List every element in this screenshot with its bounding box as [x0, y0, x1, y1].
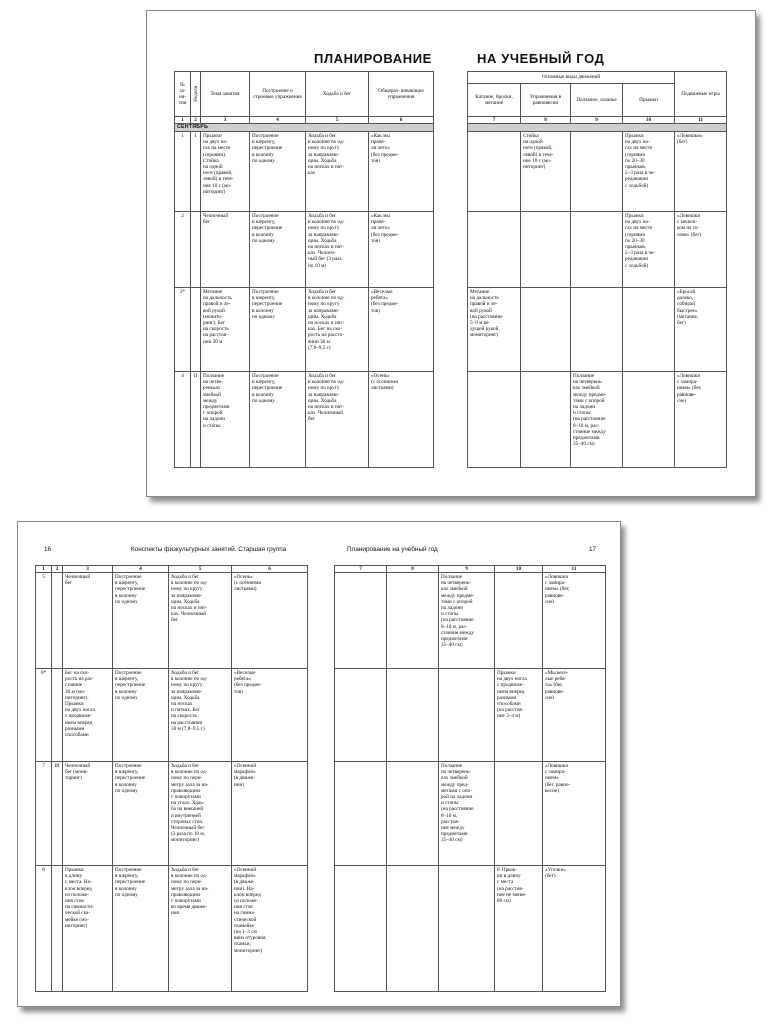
week-number-cell	[191, 212, 201, 288]
general-exercises-cell	[369, 212, 434, 288]
header-outdoor-games: Подвижные игры	[675, 72, 727, 117]
general-exercises-cell	[232, 669, 308, 762]
formation-exercises-text: Построение в шеренгу, перестроение в колонну по одному	[115, 763, 146, 794]
balance-exercises-cell	[387, 866, 439, 992]
header-walking-running: Ходьба и бег	[306, 72, 369, 117]
header-topic: Тема занятия	[201, 72, 250, 117]
general-exercises-cell	[232, 866, 308, 992]
walking-running-text: Ходьба и бег в колонне по од- ному по пери- метру зала за на- правляющим с поворотами на углах. Ходь- ба на внешней и внутренней сторонах стоп. Челночный бег (3 раза по 10 м, мониторинг)	[171, 763, 209, 844]
page-number-left: 16	[44, 546, 52, 553]
jumping-cell	[495, 669, 543, 762]
jumping-cell	[623, 372, 675, 468]
crawling-climbing-cell	[571, 288, 623, 372]
page-title-left: ПЛАНИРОВАНИЕ	[314, 51, 432, 66]
col-number: 11	[675, 117, 727, 124]
col-number: 5	[169, 566, 232, 573]
general-exercises-text: «Осень» (с осенними листьями)	[371, 373, 399, 392]
header-week-label: Неделя	[193, 86, 199, 102]
rolling-throwing-cell	[468, 372, 521, 468]
jumping-text: Прыжки на двух но- гах на месте (сериями по 20–30 прыжков, 2–3 раза в че- редовании с ходьбой)	[625, 213, 656, 269]
lesson-number-cell	[175, 132, 191, 212]
lesson-number-text: 1	[181, 133, 184, 139]
header-crawling: Ползание, лазанье	[571, 84, 623, 117]
lesson-topic-text: Бег на ско- рость на рас- стояние 30 м (мо- ниторинг). Прыжки на двух ногах с продвиже- нием вперед разными способами	[65, 670, 96, 739]
outdoor-game-text: «Мы весе- лые ребя- та» (бег, равнове- сие)	[545, 670, 569, 701]
lesson-number-cell	[36, 573, 52, 669]
formation-exercises-cell	[250, 132, 306, 212]
lesson-topic-text: Челночный бег (мони- торинг)	[65, 763, 91, 782]
running-title-left: Конспекты физкультурных занятий. Старшая группа	[131, 546, 287, 553]
outdoor-game-text: «Уголки» (бег)	[545, 867, 566, 880]
lesson-number-text: 5	[42, 574, 45, 580]
col-number: 1	[175, 117, 191, 124]
outdoor-game-text: «Ловишки с мешоч- ком на го- лове» (бег)	[677, 213, 702, 238]
balance-exercises-cell	[387, 762, 439, 866]
outdoor-game-cell	[675, 212, 727, 288]
col-number: 3	[201, 117, 250, 124]
crawling-climbing-cell	[571, 372, 623, 468]
rolling-throwing-cell	[335, 669, 387, 762]
col-number: 8	[387, 566, 439, 573]
crawling-climbing-cell	[439, 573, 495, 669]
table-row	[335, 669, 606, 762]
formation-exercises-cell	[250, 372, 306, 468]
rolling-throwing-cell	[335, 573, 387, 669]
balance-exercises-text: Стойка на одной ноге (правой, левой) в тече- ние 10 с (мо- ниторинг)	[523, 133, 554, 171]
plan-table-left	[174, 71, 434, 468]
table-row	[468, 288, 727, 372]
general-exercises-text: «Веселые ребята» (без предме- тов)	[234, 670, 262, 695]
lesson-number-cell	[36, 866, 52, 992]
jumping-cell	[623, 212, 675, 288]
week-number-text: III	[54, 763, 60, 769]
formation-exercises-text: Построение в шеренгу, перестроение в колонну по одному	[252, 289, 283, 320]
walking-running-cell	[169, 573, 232, 669]
col-number: 4	[250, 117, 306, 124]
running-title-right: Планирование на учебный год	[347, 546, 438, 553]
general-exercises-cell	[232, 762, 308, 866]
header-balance: Упражнения в равновесии	[521, 84, 571, 117]
walking-running-cell	[306, 132, 369, 212]
balance-exercises-cell	[521, 132, 571, 212]
week-number-cell	[52, 669, 63, 762]
lesson-topic-cell	[63, 762, 113, 866]
header-main-movements: Основные виды движений	[468, 72, 675, 84]
formation-exercises-cell	[113, 573, 169, 669]
rolling-throwing-cell	[468, 288, 521, 372]
month-label: СЕНТЯБРЬ	[175, 124, 434, 132]
lesson-topic-text: Метание на дальность правой и ле- вой рукой (монито- ринг). Бег на скорость на расстоя- нии 30 м	[203, 289, 232, 345]
formation-exercises-cell	[113, 762, 169, 866]
lesson-number-cell	[175, 372, 191, 468]
table-row	[468, 372, 727, 468]
formation-exercises-text: Построение в шеренгу, перестроение в колонну по одному	[252, 213, 283, 244]
plan-table-right	[467, 71, 727, 468]
general-exercises-text: «Как мы прове- ли лето» (без предме- тов)	[371, 133, 399, 164]
walking-running-text: Ходьба и бег в колонне по од- ному по кругу за направляю- щим. Ходьба на носках и пят- ках. Челночный бег	[308, 373, 345, 423]
crawling-climbing-cell	[439, 762, 495, 866]
crawling-climbing-text: Ползание на четверень- ках змейкой между пред- метами с опо- рой на ладони и стопы (на расстояние 8–10 м, расстоя- ние между предметами 35–40 см)	[441, 763, 474, 844]
lesson-topic-text: Прыжки в длину с места. На- клон вперед из положе- ния стоя на гимнасти- ческой ска- мейке (мо- ниторинг)	[65, 867, 94, 929]
week-number-cell	[52, 866, 63, 992]
rolling-throwing-cell	[335, 866, 387, 992]
rolling-throwing-cell	[335, 762, 387, 866]
jumping-text: Р. Прыж- ки в длину с места (на расстоя- ние не менее 80 см)	[497, 867, 526, 905]
balance-exercises-cell	[387, 573, 439, 669]
outdoor-game-cell	[543, 866, 606, 992]
walking-running-cell	[169, 866, 232, 992]
week-number-text: II	[193, 373, 198, 379]
formation-exercises-text: Построение в шеренгу, перестроение в колонну по одному	[115, 867, 146, 898]
walking-running-text: Ходьба и бег в колонне по од- ному по кругу за направляю- щим. Ходьба на носках и пятках. Бег на скорость на расстоянии 30 м (7,8–9,5 с)	[171, 670, 208, 732]
outdoor-game-text: «Ловишки с замира- нием» (бег, равновe- сие)	[677, 373, 702, 404]
lesson-topic-cell	[63, 866, 113, 992]
table-row	[36, 669, 308, 762]
outdoor-game-cell	[675, 372, 727, 468]
lesson-topic-text: Ползание на четве- реньках змейкой между предметами с опорой на ладони и стопы	[203, 373, 230, 429]
lesson-topic-cell	[201, 288, 250, 372]
walking-running-text: Ходьба и бег в колонне по од- ному по кругу за направляю- щим. Ходьба на носках и пят- ках	[308, 133, 345, 177]
general-exercises-text: «Осень» (с осенними листьями)	[234, 574, 262, 593]
general-exercises-text: «Осенний марафон» (в движе- нии)	[234, 763, 257, 788]
general-exercises-text: «Как мы прове- ли лето» (без предме- тов)	[371, 213, 399, 244]
table-row	[175, 212, 434, 288]
table-row	[36, 866, 308, 992]
table-row	[335, 866, 606, 992]
general-exercises-cell	[369, 132, 434, 212]
month-band	[468, 124, 727, 132]
header-lesson-number: № за- ня- тия	[175, 72, 191, 117]
col-number: 6	[369, 117, 434, 124]
col-number: 2	[191, 117, 201, 124]
planning-page-bottom	[17, 521, 621, 1007]
table-row	[335, 762, 606, 866]
formation-exercises-cell	[113, 866, 169, 992]
table-row	[36, 573, 308, 669]
outdoor-game-cell	[543, 669, 606, 762]
lesson-number-text: 8	[42, 867, 45, 873]
lesson-number-cell	[175, 288, 191, 372]
table-row	[175, 132, 434, 212]
table-row	[468, 132, 727, 212]
general-exercises-cell	[369, 372, 434, 468]
col-number: 8	[521, 117, 571, 124]
lesson-topic-text: Прыжки на двух но- гах на месте (сериями). Стойка на одной ноге (правой, левой) в тече- ние 10 с (мо- ниторинг)	[203, 133, 234, 195]
jumping-cell	[495, 866, 543, 992]
outdoor-game-text: «Бросай далеко, собирай быстрее» (метание, бег)	[677, 289, 699, 327]
jumping-cell	[623, 288, 675, 372]
week-number-cell	[191, 132, 201, 212]
general-exercises-text: «Веселые ребята» (без предме- тов)	[371, 289, 399, 314]
table-row	[175, 288, 434, 372]
walking-running-text: Ходьба и бег в колонне по од- ному по кругу за направляю- щим. Ходьба на носках и пят- ках. Челноч- ный бег (3 раза по 10 м)	[308, 213, 345, 269]
table-row	[36, 762, 308, 866]
header-week	[191, 72, 201, 117]
col-number: 9	[439, 566, 495, 573]
walking-running-text: Ходьба и бег в колонне по од- ному по кругу за направляю- щим. Ходьба на носках и пят- ках. Бег на ско- рость на рассто- янии 30 м (7,8–9,5 с)	[308, 289, 345, 351]
crawling-climbing-text: Ползание на четверень- ках змейкой между предме- тами с опорой на ладони и стопы (на расстояние 8–10 м, рас- стояние между предметами 35–40 см)	[573, 373, 607, 448]
general-exercises-cell	[232, 573, 308, 669]
col-number: 9	[571, 117, 623, 124]
col-number: 3	[63, 566, 113, 573]
walking-running-cell	[169, 762, 232, 866]
crawling-climbing-cell	[439, 866, 495, 992]
outdoor-game-cell	[675, 288, 727, 372]
outdoor-game-text: «Ловишки» (бег)	[677, 133, 703, 146]
page-number-right: 17	[589, 546, 597, 553]
formation-exercises-cell	[250, 288, 306, 372]
lesson-topic-cell	[63, 573, 113, 669]
rolling-throwing-text: Метание на дальность правой и ле- вой рукой (на расстояние 5–9 м ве- дущей рукой, мониторинг)	[470, 289, 503, 339]
formation-exercises-text: Построение в шеренгу, перестроение в колонну по одному	[252, 373, 283, 404]
week-number-cell	[52, 573, 63, 669]
walking-running-cell	[306, 372, 369, 468]
formation-exercises-text: Построение в шеренгу, перестроение в колонну по одному	[115, 574, 146, 605]
col-number: 10	[495, 566, 543, 573]
formation-exercises-cell	[250, 212, 306, 288]
col-number: 6	[232, 566, 308, 573]
jumping-cell	[623, 132, 675, 212]
jumping-cell	[495, 762, 543, 866]
lesson-topic-cell	[201, 372, 250, 468]
jumping-text: Прыжки на двух но- гах на месте (сериями по 20–30 прыжков, 2–3 раза в че- редовании с ходьбой)	[625, 133, 656, 189]
lesson-number-cell	[175, 212, 191, 288]
lesson-topic-cell	[201, 212, 250, 288]
week-number-text: I	[194, 133, 197, 139]
outdoor-game-text: «Ловишки с замира- нием» (бег, равно- весие)	[545, 763, 571, 794]
formation-exercises-text: Построение в шеренгу, перестроение в колонну по одному	[115, 670, 146, 701]
lesson-topic-text: Челночный бег	[65, 574, 91, 587]
general-exercises-cell	[369, 288, 434, 372]
lesson-number-text: 2	[181, 213, 184, 219]
balance-exercises-cell	[521, 372, 571, 468]
week-number-cell	[52, 762, 63, 866]
col-number: 7	[468, 117, 521, 124]
crawling-climbing-cell	[571, 212, 623, 288]
crawling-climbing-cell	[439, 669, 495, 762]
table-row	[468, 212, 727, 288]
header-jumping: Прыжки	[623, 84, 675, 117]
crawling-climbing-text: Ползание на четверень- ках змейкой между предме- тами с опорой на ладони и стопы (на расстояние 8–10 м, рас- стояние между предметами 35–40 см)	[441, 574, 475, 649]
lesson-topic-cell	[63, 669, 113, 762]
rolling-throwing-cell	[468, 212, 521, 288]
lesson-number-cell	[36, 669, 52, 762]
plan-table-left-continued	[35, 565, 308, 992]
col-number: 1	[36, 566, 52, 573]
outdoor-game-text: «Ловишки с замира- нием» (бег, равнове- сие)	[545, 574, 570, 605]
header-general-exercises: Общераз- вивающие упражнения	[369, 72, 434, 117]
lesson-number-text: 4	[181, 373, 184, 379]
formation-exercises-cell	[113, 669, 169, 762]
lesson-number-text: 3*	[179, 289, 186, 295]
jumping-text: Прыжки на двух ногах с продвиже- нием вперед разными способами (на расстоя- ние 3–4 м)	[497, 670, 528, 720]
balance-exercises-cell	[521, 288, 571, 372]
col-number: 11	[543, 566, 606, 573]
outdoor-game-cell	[675, 132, 727, 212]
lesson-number-text: 6*	[40, 670, 47, 676]
balance-exercises-cell	[387, 669, 439, 762]
page-title-right: НА УЧЕБНЫЙ ГОД	[477, 51, 605, 66]
header-formation: Построение и строевые упражнения	[250, 72, 306, 117]
balance-exercises-cell	[521, 212, 571, 288]
week-number-cell	[191, 372, 201, 468]
col-number: 2	[52, 566, 63, 573]
crawling-climbing-cell	[571, 132, 623, 212]
walking-running-text: Ходьба и бег в колонне по од- ному по кругу за направляю- щим. Ходьба на носках и пят- ках. Челночный бег	[171, 574, 208, 624]
col-number: 10	[623, 117, 675, 124]
planning-page-top	[146, 10, 756, 497]
walking-running-cell	[169, 669, 232, 762]
col-number: 5	[306, 117, 369, 124]
lesson-topic-cell	[201, 132, 250, 212]
outdoor-game-cell	[543, 762, 606, 866]
walking-running-cell	[306, 212, 369, 288]
general-exercises-text: «Осенний марафон» (в движе- нии). На- клон вперед из положе- ния стоя на гимна- стической скамейке (на 1–3 см вниз отуровня скамьи, мониторинг)	[234, 867, 266, 954]
walking-running-text: Ходьба и бег в колонне по од- ному по пери- метру зала за на- правляющим с поворотами во время движе- ния	[171, 867, 209, 917]
week-number-cell	[191, 288, 201, 372]
outdoor-game-cell	[543, 573, 606, 669]
formation-exercises-text: Построение в шеренгу, перестроение в колонну по одному	[252, 133, 283, 164]
walking-running-cell	[306, 288, 369, 372]
lesson-number-cell	[36, 762, 52, 866]
col-number: 4	[113, 566, 169, 573]
plan-table-right-continued	[334, 565, 606, 992]
jumping-cell	[495, 573, 543, 669]
lesson-number-text: 7	[42, 763, 45, 769]
table-row	[335, 573, 606, 669]
rolling-throwing-cell	[468, 132, 521, 212]
header-rolling-throwing: Катание, броски, метание	[468, 84, 521, 117]
col-number: 7	[335, 566, 387, 573]
table-row	[175, 372, 434, 468]
lesson-topic-text: Челночный бег	[203, 213, 229, 226]
